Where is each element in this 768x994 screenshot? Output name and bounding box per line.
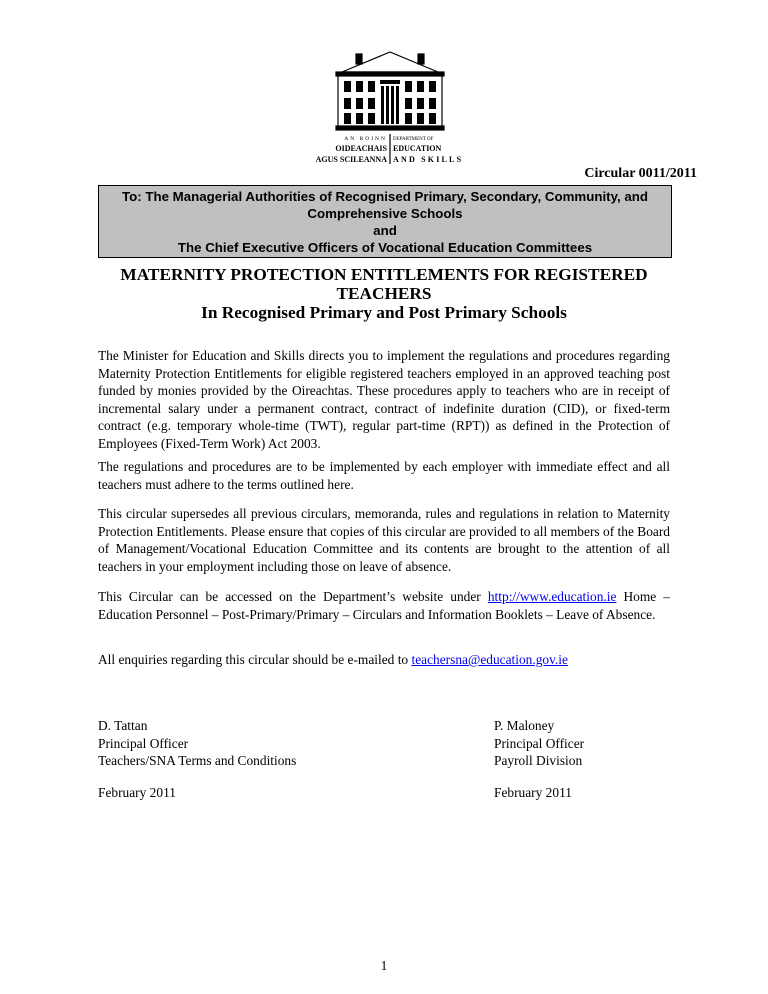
department-logo xyxy=(316,50,464,165)
logo-department-of: DEPARTMENT OF xyxy=(393,137,434,142)
date-left: February 2011 xyxy=(98,785,176,800)
signatory-right xyxy=(494,717,584,770)
signatory-left xyxy=(98,717,296,770)
department-building-logo-icon xyxy=(316,50,464,165)
signatory-left-role: Principal Officer xyxy=(98,735,189,751)
email-link[interactable]: teachersna@education.gov.ie xyxy=(411,652,568,667)
signatory-left-dept: Teachers/SNA Terms and Conditions xyxy=(98,753,297,769)
signatory-left-name: D. Tattan xyxy=(98,718,148,733)
circular-number: Circular 0011/2011 xyxy=(584,166,697,181)
address-line-2: Comprehensive Schools xyxy=(307,206,463,221)
address-box xyxy=(98,185,672,258)
logo-agus-scileanna: AGUS SCILEANNA xyxy=(316,155,387,164)
signatory-right-name: P. Maloney xyxy=(494,718,555,733)
paragraph-enquiries xyxy=(98,651,670,669)
paragraph-intro: The Minister for Education and Skills directs you to implement the regulations and procedures regarding Maternity Protection Entitlements for eligible registered teachers employed in an approved teaching post funded by monies provided by the Oireachtas. These procedures apply to teachers who are in receipt of incremental salary under a permanent contract, contract of indefinite duration (CID), or fixed-term contract (e.g. temporary whole-time (TWT), regular part-time (RPT)) as defined in the Protection of Employees (Fixed-Term Work) Act 2003. xyxy=(98,348,670,451)
paragraph-supersedes: This circular supersedes all previous circulars, memoranda, rules and regulations in relation to Maternity Protection Entitlements. Please ensure that copies of this circular are provided to all members of the Board of Management/Vocational Education Committee and its contents are brought to the attention of all teachers in your employment including those on leave of absence. xyxy=(98,506,670,574)
enquiries-text: All enquiries regarding this circular should be e-mailed to xyxy=(98,652,412,667)
website-text-after: Home – Education Personnel – Post-Primary/Primary – Circulars and Information Booklets – Leave of Absence. xyxy=(98,589,670,622)
paragraph-implementation: The regulations and procedures are to be implemented by each employer with immediate effect and all teachers must adhere to the terms outlined here. xyxy=(98,459,670,492)
page-number: 1 xyxy=(380,958,388,973)
signatory-right-role: Principal Officer xyxy=(494,735,585,751)
address-line-1: To: The Managerial Authorities of Recognised Primary, Secondary, Community, and xyxy=(121,189,649,204)
website-link[interactable]: http://www.education.ie xyxy=(487,589,617,604)
title-line-1: MATERNITY PROTECTION ENTITLEMENTS FOR REGISTERED xyxy=(120,265,648,284)
logo-an-roinn: AN ROINN xyxy=(344,136,387,142)
address-line-4: The Chief Executive Officers of Vocational Education Committees xyxy=(177,240,593,255)
logo-and-skills: AND SKILLS xyxy=(393,155,464,164)
title-subtitle: In Recognised Primary and Post Primary Schools xyxy=(201,303,567,322)
date-right: February 2011 xyxy=(494,785,572,800)
paragraph-website xyxy=(98,588,670,623)
title-line-2: TEACHERS xyxy=(336,284,432,303)
website-text-before: This Circular can be accessed on the Department’s website under xyxy=(98,589,488,604)
signatory-right-dept: Payroll Division xyxy=(494,753,583,769)
address-line-3: and xyxy=(373,223,397,238)
document-title xyxy=(98,265,670,322)
logo-oideachais: OIDEACHAIS xyxy=(335,144,387,153)
logo-education: EDUCATION xyxy=(393,144,442,153)
